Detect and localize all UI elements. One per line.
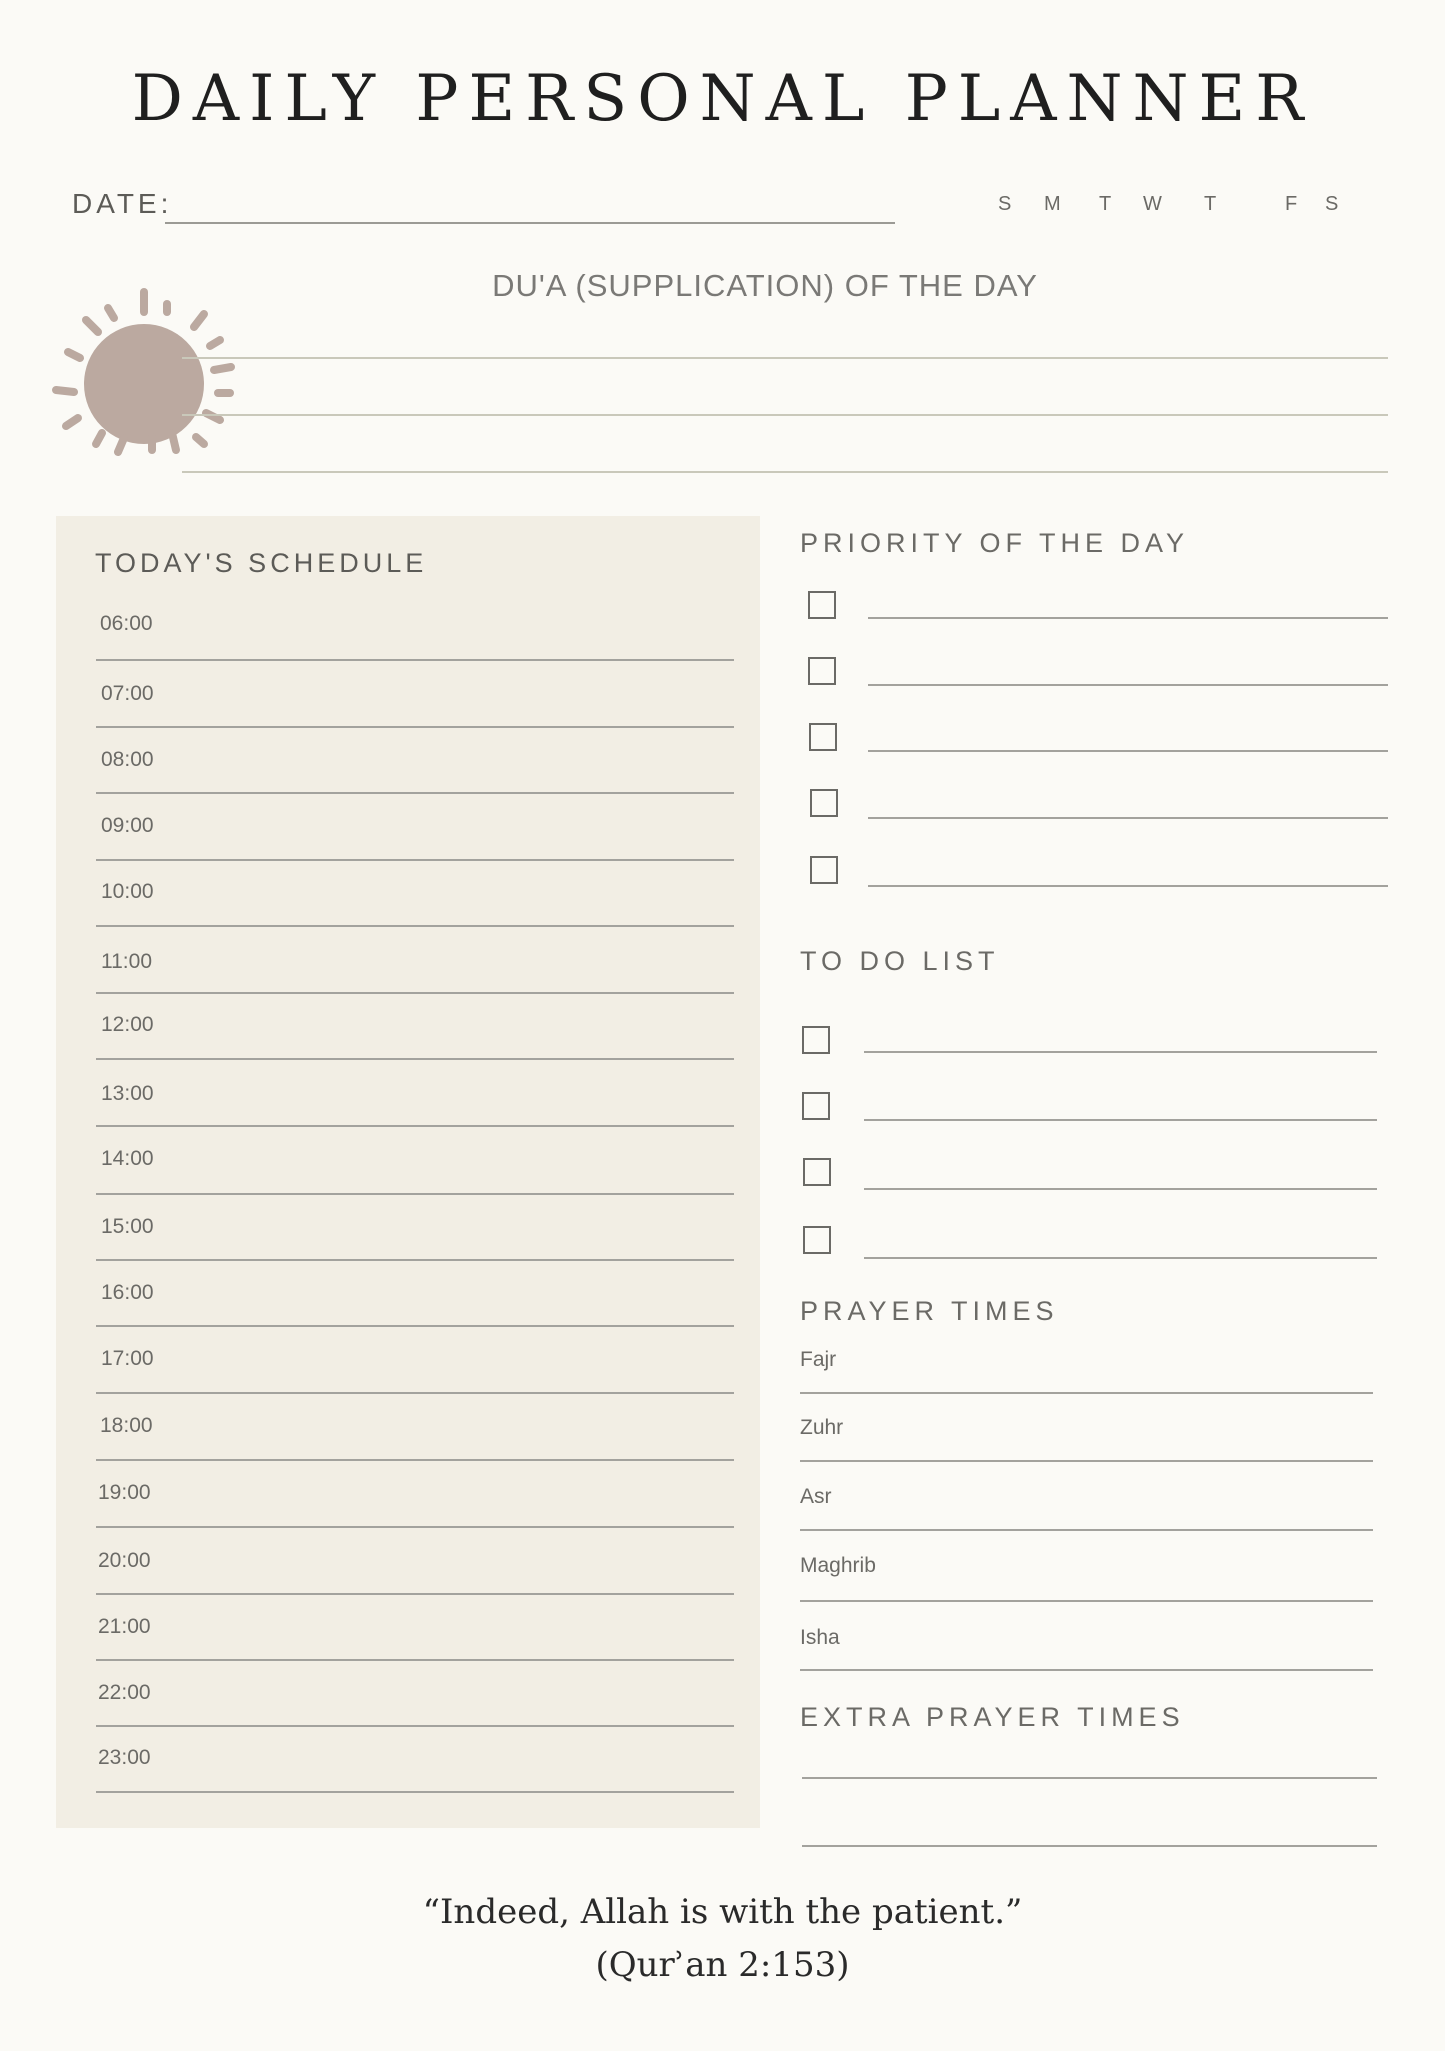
extra-prayer-times-title: EXTRA PRAYER TIMES (800, 1702, 1185, 1732)
schedule-time: 08:00 (101, 748, 154, 771)
dua-line[interactable] (182, 357, 1388, 359)
schedule-time: 21:00 (98, 1615, 151, 1638)
day-saturday[interactable]: S (1325, 193, 1339, 215)
schedule-panel (56, 516, 760, 1828)
prayer-time-line[interactable] (800, 1529, 1373, 1531)
sun-icon (46, 282, 246, 482)
todo-line[interactable] (864, 1188, 1377, 1190)
dua-title: DU'A (SUPPLICATION) OF THE DAY (492, 268, 1038, 303)
prayer-name: Fajr (800, 1348, 837, 1371)
dua-line[interactable] (182, 414, 1388, 416)
schedule-time: 23:00 (98, 1746, 151, 1769)
todo-checkbox[interactable] (802, 1026, 830, 1054)
schedule-slot-line[interactable] (96, 992, 734, 994)
day-monday[interactable]: M (1044, 193, 1061, 215)
priority-line[interactable] (868, 750, 1388, 752)
schedule-time: 12:00 (101, 1013, 154, 1036)
schedule-time: 10:00 (101, 880, 154, 903)
schedule-slot-line[interactable] (96, 726, 734, 728)
priority-checkbox[interactable] (808, 657, 836, 685)
schedule-title: TODAY'S SCHEDULE (95, 548, 428, 578)
priority-line[interactable] (868, 684, 1388, 686)
schedule-slot-line[interactable] (96, 1325, 734, 1327)
prayer-name: Maghrib (800, 1554, 876, 1577)
schedule-slot-line[interactable] (96, 1725, 734, 1727)
extra-prayer-line[interactable] (802, 1777, 1377, 1779)
schedule-time: 09:00 (101, 814, 154, 837)
schedule-slot-line[interactable] (96, 1193, 734, 1195)
schedule-slot-line[interactable] (96, 1058, 734, 1060)
schedule-time: 16:00 (101, 1281, 154, 1304)
schedule-slot-line[interactable] (96, 1526, 734, 1528)
priority-checkbox[interactable] (809, 723, 837, 751)
schedule-time: 07:00 (101, 682, 154, 705)
priority-line[interactable] (868, 885, 1388, 887)
day-sunday[interactable]: S (998, 193, 1012, 215)
schedule-slot-line[interactable] (96, 1659, 734, 1661)
quote-source: (Qurʾan 2:153) (595, 1945, 850, 1985)
schedule-slot-line[interactable] (96, 1392, 734, 1394)
priority-line[interactable] (868, 817, 1388, 819)
schedule-slot-line[interactable] (96, 859, 734, 861)
schedule-time: 20:00 (98, 1549, 151, 1572)
date-label: DATE: (72, 188, 173, 219)
schedule-time: 13:00 (101, 1082, 154, 1105)
todo-title: TO DO LIST (800, 946, 1000, 976)
schedule-slot-line[interactable] (96, 792, 734, 794)
extra-prayer-line[interactable] (802, 1845, 1377, 1847)
priority-checkbox[interactable] (810, 789, 838, 817)
prayer-time-line[interactable] (800, 1392, 1373, 1394)
day-wednesday[interactable]: W (1143, 193, 1162, 215)
schedule-slot-line[interactable] (96, 1259, 734, 1261)
priority-checkbox[interactable] (808, 591, 836, 619)
day-tuesday[interactable]: T (1099, 193, 1112, 215)
schedule-time: 11:00 (101, 950, 152, 973)
todo-line[interactable] (864, 1051, 1377, 1053)
schedule-time: 06:00 (100, 612, 153, 635)
todo-line[interactable] (864, 1119, 1377, 1121)
prayer-time-line[interactable] (800, 1460, 1373, 1462)
schedule-time: 15:00 (101, 1215, 154, 1238)
schedule-slot-line[interactable] (96, 1459, 734, 1461)
quote-text: “Indeed, Allah is with the patient.” (422, 1892, 1023, 1932)
prayer-name: Zuhr (800, 1416, 844, 1439)
schedule-time: 14:00 (101, 1147, 154, 1170)
prayer-name: Asr (800, 1485, 832, 1508)
day-thursday[interactable]: T (1204, 193, 1217, 215)
schedule-time: 22:00 (98, 1681, 151, 1704)
schedule-time: 19:00 (98, 1481, 151, 1504)
dua-line[interactable] (182, 471, 1388, 473)
schedule-slot-line[interactable] (96, 659, 734, 661)
schedule-slot-line[interactable] (96, 1593, 734, 1595)
schedule-time: 18:00 (100, 1414, 153, 1437)
todo-checkbox[interactable] (803, 1226, 831, 1254)
prayer-name: Isha (800, 1626, 840, 1649)
priority-line[interactable] (868, 617, 1388, 619)
prayer-time-line[interactable] (800, 1600, 1373, 1602)
todo-checkbox[interactable] (802, 1092, 830, 1120)
schedule-slot-line[interactable] (96, 925, 734, 927)
prayer-times-title: PRAYER TIMES (800, 1296, 1059, 1326)
date-field[interactable] (165, 222, 895, 224)
todo-checkbox[interactable] (803, 1158, 831, 1186)
prayer-time-line[interactable] (800, 1669, 1373, 1671)
todo-line[interactable] (864, 1257, 1377, 1259)
priority-checkbox[interactable] (810, 856, 838, 884)
schedule-time: 17:00 (101, 1347, 154, 1370)
schedule-slot-line[interactable] (96, 1125, 734, 1127)
priority-title: PRIORITY OF THE DAY (800, 528, 1190, 558)
page-title: DAILY PERSONAL PLANNER (131, 62, 1314, 136)
schedule-slot-line[interactable] (96, 1791, 734, 1793)
day-friday[interactable]: F (1285, 193, 1298, 215)
